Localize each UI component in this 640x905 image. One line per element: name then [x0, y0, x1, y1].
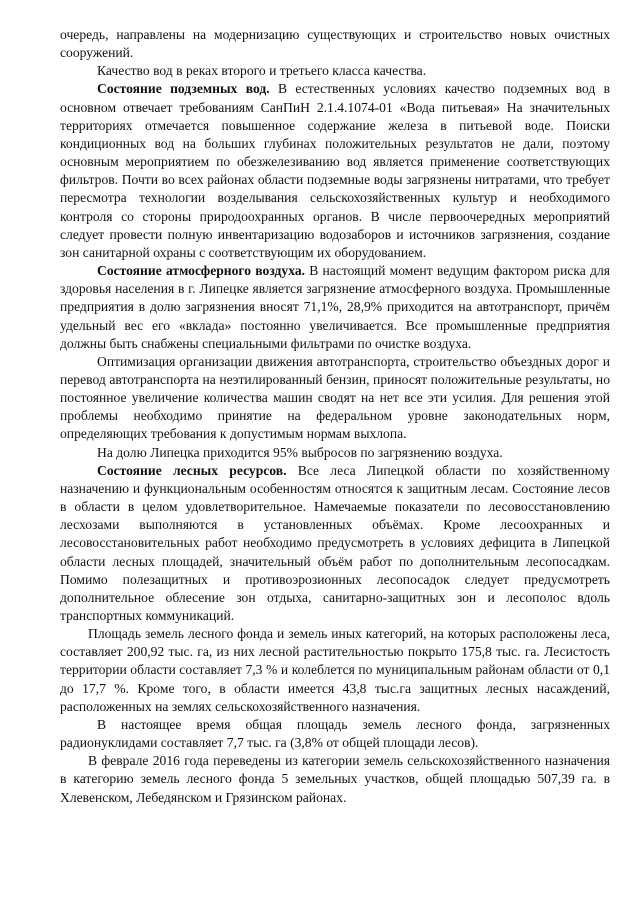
paragraph-forest	[60, 462, 610, 625]
paragraph-text: В настоящий момент ведущим фактором риска для здоровья населения в г. Липецке является загрязнение атмосферного воздуха. Промышленные предприятия в долю загрязнения вносят 71,1%, 28,9% приходится на автотранспорт, причём удельный вес его «вклада» постоянно увеличивается. Все промышленные предприятия должны быть снабжены специальными фильтрами по очистке воздуха.	[60, 263, 610, 351]
paragraph-radionuclides	[60, 716, 610, 752]
paragraph-groundwater	[60, 80, 610, 262]
paragraph-text: В настоящее время общая площадь земель лесного фонда, загрязненных радионуклидами составляет 7,7 тыс. га (3,8% от общей площади лесов).	[60, 716, 610, 751]
paragraph-forest-area	[60, 625, 610, 716]
section-heading-air: Состояние атмосферного воздуха.	[97, 263, 306, 279]
paragraph-text: Качество вод в реках второго и третьего класса качества.	[97, 63, 427, 79]
section-heading-forest: Состояние лесных ресурсов.	[97, 462, 287, 478]
paragraph-text: На долю Липецка приходится 95% выбросов по загрязнению воздуха.	[97, 444, 503, 460]
paragraph-air	[60, 262, 610, 353]
section-heading-groundwater: Состояние подземных вод.	[97, 81, 270, 97]
document-page	[60, 26, 610, 807]
paragraph-traffic	[60, 353, 610, 444]
paragraph-text: Площадь земель лесного фонда и земель иных категорий, на которых расположены леса, составляет 200,92 тыс. га, из них лесной растительностью покрыто 175,8 тыс. га. Лесистость территории области составляет 7,3 % и колеблется по муниципальным районам области от 0,1 до 17,7 %. Кроме того, в области имеется 43,8 тыс.га защитных лесных насаждений, расположенных на землях сельскохозяйственного назначения.	[60, 626, 610, 714]
paragraph-text: В феврале 2016 года переведены из категории земель сельскохозяйственного назначения в категорию земель лесного фонда 5 земельных участков, общей площадью 507,39 га. в Хлевенском, Лебедянском и Грязинском районах.	[60, 753, 610, 805]
paragraph-2	[60, 62, 610, 80]
paragraph-lipetsk-share	[60, 444, 610, 462]
paragraph-text: Оптимизация организации движения автотранспорта, строительство объездных дорог и перевод автотранспорта на неэтилированный бензин, приносят положительные результаты, но постоянное увеличение количества машин сводят на нет все эти усилия. Для решения этой проблемы необходимо принятие на федеральном уровне законодательных норм, определяющих требования к допустимым нормам выхлопа.	[60, 353, 610, 442]
paragraph-text: Все леса Липецкой области по хозяйственному назначению и функциональным особенностям относятся к защитным лесам. Состояние лесов в области в целом удовлетворительное. Намечаемые показатели по лесовосстановлению лесхозами выполняются в установленных объёмах. Кроме лесоохранных и лесовосстановительных работ необходимо предусмотреть в условиях дефицита в Липецкой области лесных площадей, значительный объём работ по дополнительным лесопосадкам. Помимо полезащитных и противоэрозионных лесопосадок следует предусмотреть дополнительное облесение зон отдыха, санитарно-защитных зон и лесополос вдоль транспортных коммуникаций.	[60, 462, 610, 623]
paragraph-text: В естественных условиях качество подземных вод в основном отвечает требованиям СанПиН 2.1.4.1074-01 «Вода питьевая» На значительных территориях отмечается повышенное содержание железа в питьевой воде. Поиски кондиционных вод на больших глубинах положительных результатов не дали, поэтому основным мероприятием по обезжелезиванию вод является применение соответствующих фильтров. Почти во всех районах области подземные воды загрязнены нитратами, что требует пересмотра технологии возделывания сельскохозяйственных культур и необходимого контроля со стороны природоохранных органов. В числе первоочередных мероприятий следует провести полную инвентаризацию водозаборов и источников загрязнения, создание зон санитарной охраны с соответствующим их оборудованием.	[60, 81, 610, 260]
paragraph-text: очередь, направлены на модернизацию существующих и строительство новых очистных сооружений.	[60, 27, 610, 61]
paragraph-february-2016	[60, 752, 610, 806]
paragraph-1	[60, 26, 610, 62]
